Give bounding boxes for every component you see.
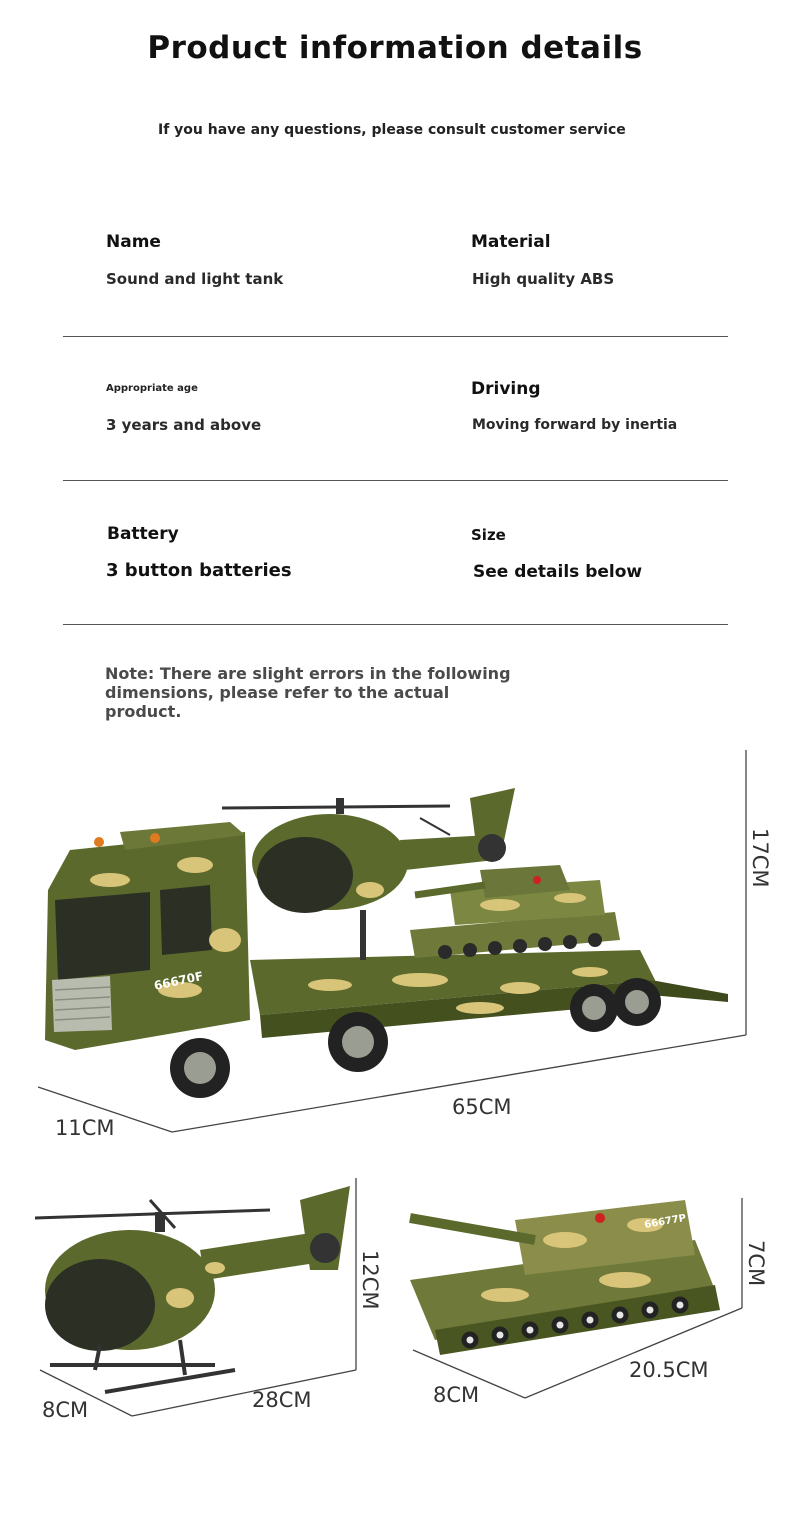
spec-size-label: Size	[471, 526, 506, 544]
spec-material-label: Material	[471, 232, 551, 252]
truck-length-label: 65CM	[452, 1095, 512, 1119]
tank-model-number: 66677P	[643, 1212, 688, 1231]
divider	[63, 480, 728, 481]
page-subtitle: If you have any questions, please consult customer service	[158, 122, 626, 138]
helicopter-length-label: 28CM	[252, 1388, 312, 1412]
divider	[63, 336, 728, 337]
spec-age-value: 3 years and above	[106, 416, 262, 434]
spec-driving-value: Moving forward by inertia	[472, 417, 678, 433]
spec-age-label: Appropriate age	[106, 383, 198, 394]
tank-illustration	[395, 1180, 790, 1410]
page-title: Product information details	[147, 30, 643, 66]
dimension-note-line1: Note: There are slight errors in the following	[105, 664, 511, 683]
spec-driving-label: Driving	[471, 379, 541, 399]
truck-model-number: 66670F	[152, 968, 205, 993]
tank-width-label: 8CM	[433, 1383, 480, 1407]
divider	[63, 624, 728, 625]
truck-height-label: 17CM	[748, 828, 772, 888]
spec-battery-value: 3 button batteries	[106, 560, 292, 581]
spec-name-label: Name	[106, 232, 161, 252]
tank-height-label: 7CM	[744, 1240, 768, 1287]
truck-width-label: 11CM	[55, 1116, 115, 1140]
spec-name-value: Sound and light tank	[106, 270, 284, 288]
truck-illustration	[0, 740, 790, 1150]
spec-material-value: High quality ABS	[472, 270, 615, 288]
helicopter-height-label: 12CM	[358, 1250, 382, 1310]
dimension-note	[105, 664, 525, 721]
tank-length-label: 20.5CM	[629, 1358, 709, 1382]
spec-size-value: See details below	[473, 562, 643, 582]
spec-battery-label: Battery	[107, 524, 179, 544]
dimension-note-line2: dimensions, please refer to the actual product.	[105, 683, 450, 721]
helicopter-width-label: 8CM	[42, 1398, 89, 1422]
helicopter-illustration	[0, 1170, 390, 1430]
